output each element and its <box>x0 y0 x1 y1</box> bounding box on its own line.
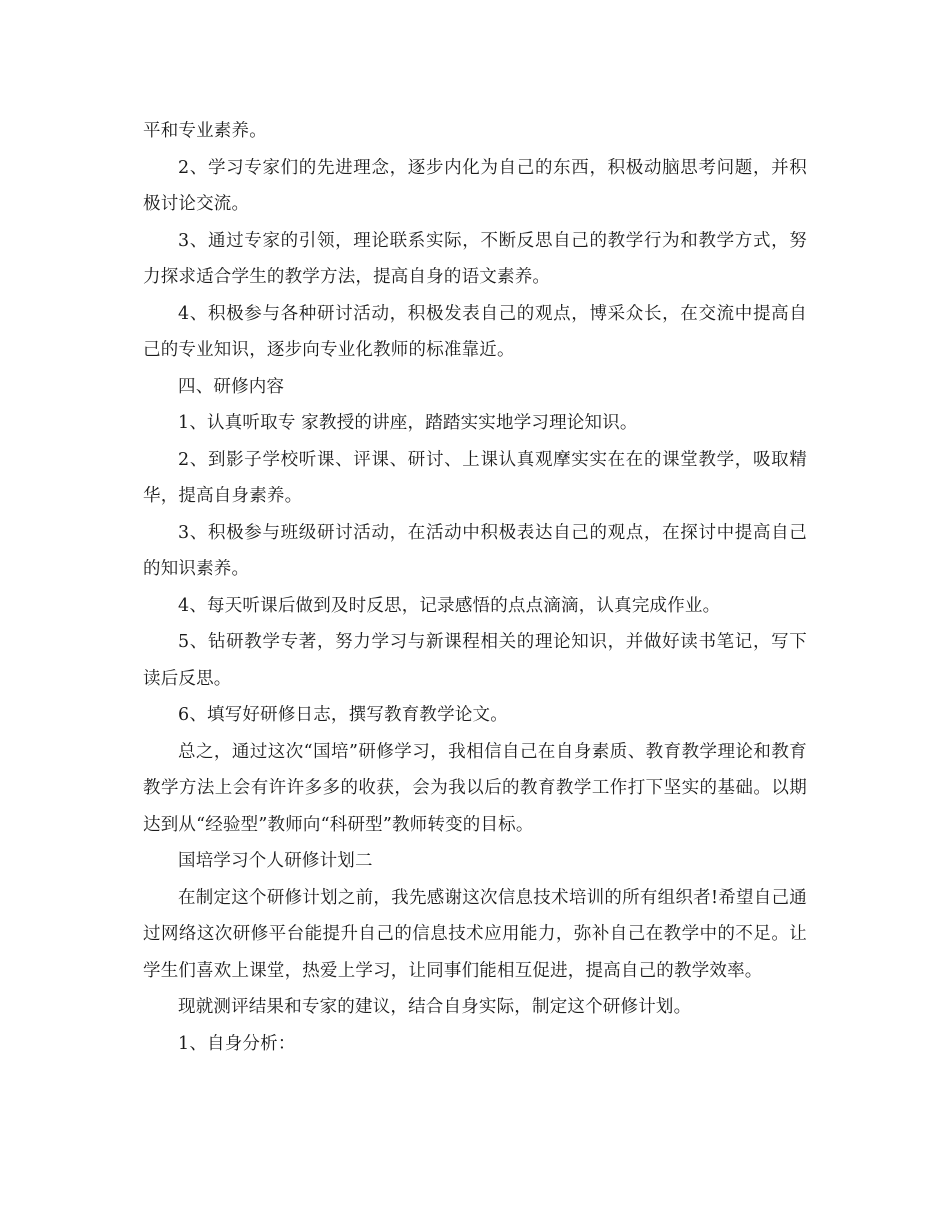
document-body <box>143 113 807 1062</box>
paragraph-content-1: 1、认真听取专 家教授的讲座，踏踏实实地学习理论知识。 <box>178 413 638 433</box>
paragraph-goal-2: 2、学习专家们的先进理念，逐步内化为自己的东西，积极动脑思考问题，并积极讨论交流。 <box>143 157 807 214</box>
section-heading-content: 四、研修内容 <box>178 376 285 397</box>
paragraph-content-6: 6、填写好研修日志，撰写教育教学论文。 <box>178 705 508 725</box>
paragraph-goal-4: 4、积极参与各种研讨活动，积极发表自己的观点，博采众长，在交流中提高自己的专业知识，逐步向专业化教师的标准靠近。 <box>143 303 807 360</box>
paragraph-content-5: 5、钻研教学专著，努力学习与新课程相关的理论知识，并做好读书笔记，写下读后反思。 <box>143 632 807 689</box>
paragraph-plan-intro: 在制定这个研修计划之前，我先感谢这次信息技术培训的所有组织者!希望自己通过网络这次研修平台能提升自己的信息技术应用能力，弥补自己在教学中的不足。让学生们喜欢上课堂，热爱上学习，让同事们能相互促进，提高自己的教学效率。 <box>143 887 807 981</box>
paragraph-goal-3: 3、通过专家的引领，理论联系实际，不断反思自己的教学行为和教学方式，努力探求适合学生的教学方法，提高自身的语文素养。 <box>143 230 807 287</box>
paragraph-content-4: 4、每天听课后做到及时反思，记录感悟的点点滴滴，认真完成作业。 <box>178 595 721 616</box>
paragraph-self-analysis: 1、自身分析： <box>178 1033 296 1054</box>
paragraph-content-3: 3、积极参与班级研讨活动，在活动中积极表达自己的观点，在探讨中提高自己的知识素养。 <box>143 522 807 579</box>
plan-two-title: 国培学习个人研修计划二 <box>178 851 373 871</box>
paragraph-content-2: 2、到影子学校听课、评课、研讨、上课认真观摩实实在在的课堂教学，吸取精华，提高自身素养。 <box>143 449 807 506</box>
paragraph-continuation: 平和专业素养。 <box>143 121 267 141</box>
paragraph-plan-basis: 现就测评结果和专家的建议，结合自身实际，制定这个研修计划。 <box>178 997 692 1017</box>
paragraph-summary: 总之，通过这次“国培”研修学习，我相信自己在自身素质、教育教学理论和教育教学方法上会有许许多多的收获，会为我以后的教育教学工作打下坚实的基础。以期达到从“经验型”教师向“科研型”教师转变的目标。 <box>143 741 807 835</box>
